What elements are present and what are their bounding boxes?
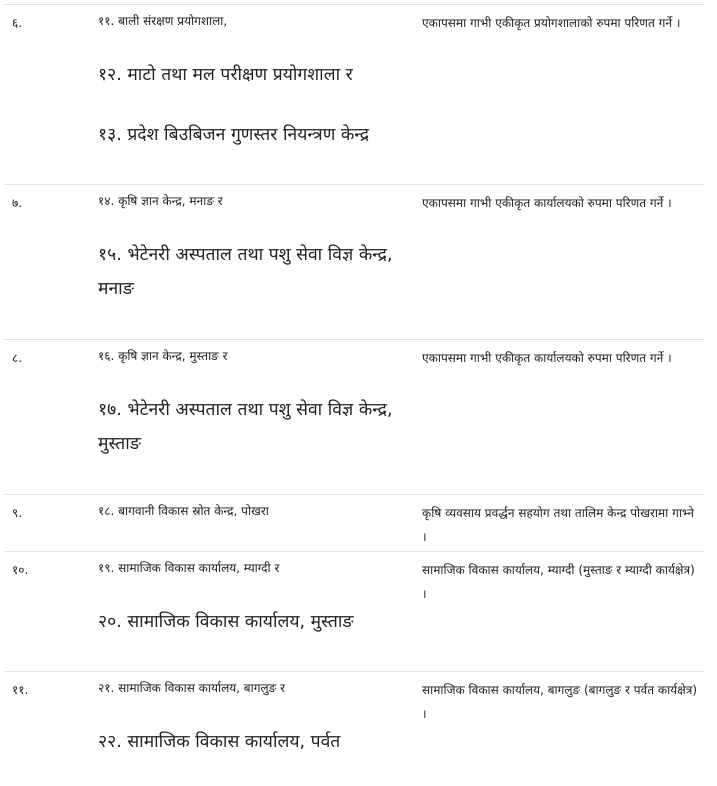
table-row [4, 184, 704, 339]
office-item: १५. भेटेनरी अस्पताल तथा पशु सेवा विज्ञ केन्द्र, मनाङ [98, 245, 393, 299]
decision-note: सामाजिक विकास कार्यालय, बागलुङ (बागलुङ र पर्वत कार्यक्षेत्र) । [422, 683, 698, 721]
office-item: ११. बाली संरक्षण प्रयोगशाला, [98, 14, 228, 28]
decision-note: एकापसमा गाभी एकीकृत प्रयोगशालाको रुपमा परिणत गर्ने । [422, 16, 681, 30]
table-row [4, 4, 704, 184]
decision-note: सामाजिक विकास कार्यालय, म्याग्दी (मुस्ताङ र म्याग्दी कार्यक्षेत्र) । [422, 563, 695, 601]
row-number: ६. [12, 16, 23, 30]
table-row [4, 339, 704, 494]
office-item: १४. कृषि ज्ञान केन्द्र, मनाङ र [98, 194, 223, 208]
row-number: ८. [12, 351, 23, 365]
office-item: १९. सामाजिक विकास कार्यालय, म्याग्दी र [98, 561, 280, 575]
office-item: १८. बागवानी विकास स्रोत केन्द्र, पोखरा [98, 504, 269, 518]
row-number: ९. [12, 506, 23, 520]
table-row [4, 494, 704, 551]
decision-note: एकापसमा गाभी एकीकृत कार्यालयको रुपमा परिणत गर्ने । [422, 351, 672, 365]
table-row [4, 671, 704, 786]
decision-note: एकापसमा गाभी एकीकृत कार्यालयको रुपमा परिणत गर्ने । [422, 196, 672, 210]
row-number: १०. [12, 563, 29, 577]
office-item: २२. सामाजिक विकास कार्यालय, पर्वत [98, 732, 341, 752]
office-item: १३. प्रदेश बिउबिजन गुणस्तर नियन्त्रण केन्द्र [98, 125, 370, 145]
table-row [4, 551, 704, 671]
row-number: ११. [12, 683, 29, 697]
office-item: १६. कृषि ज्ञान केन्द्र, मुस्ताङ र [98, 349, 228, 363]
office-item: १२. माटो तथा मल परीक्षण प्रयोगशाला र [98, 65, 353, 85]
decision-note: कृषि व्यवसाय प्रवर्द्धन सहयोग तथा तालिम केन्द्र पोखरामा गाभ्ने । [422, 506, 694, 544]
office-item: २०. सामाजिक विकास कार्यालय, मुस्ताङ [98, 612, 354, 632]
row-number: ७. [12, 196, 23, 210]
office-item: २१. सामाजिक विकास कार्यालय, बागलुङ र [98, 681, 286, 695]
office-item: १७. भेटेनरी अस्पताल तथा पशु सेवा विज्ञ केन्द्र, मुस्ताङ [98, 400, 393, 454]
